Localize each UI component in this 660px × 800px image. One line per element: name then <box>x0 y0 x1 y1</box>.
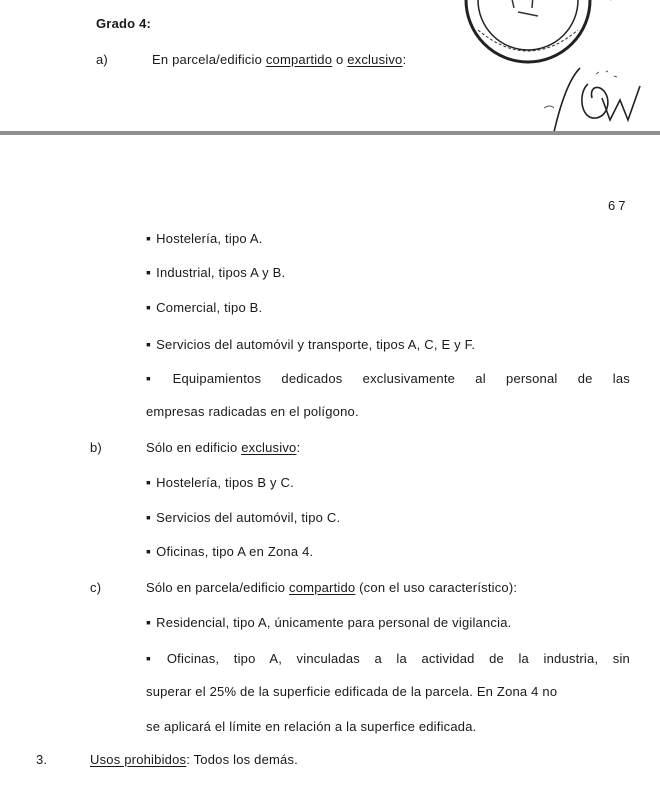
list-item: ▪ Oficinas, tipo A en Zona 4. <box>146 543 313 559</box>
list-item: ▪ Comercial, tipo B. <box>146 299 262 315</box>
item-3-text: Usos prohibidos: Todos los demás. <box>90 752 298 767</box>
grado-heading: Grado 4: <box>96 16 152 31</box>
list-item: ▪ Servicios del automóvil y transporte, tipos A, C, E y F. <box>146 336 475 352</box>
item-a-marker: a) <box>96 52 108 67</box>
item-c-marker: c) <box>90 580 102 595</box>
item-b-marker: b) <box>90 440 102 455</box>
item-a-text: En parcela/edificio compartido o exclusivo: <box>152 52 407 67</box>
list-item: ▪ Oficinas, tipo A, vinculadas a la actividad de la industria, sin <box>146 650 630 666</box>
list-item: ▪ Hostelería, tipo A. <box>146 230 263 246</box>
list-item: ▪ Hostelería, tipos B y C. <box>146 474 294 490</box>
list-item: ▪ Equipamientos dedicados exclusivamente al personal de las <box>146 370 630 386</box>
list-item: ▪ Residencial, tipo A, únicamente para personal de vigilancia. <box>146 614 511 630</box>
handwritten-signature <box>540 58 660 138</box>
list-item: ▪ Industrial, tipos A y B. <box>146 264 285 280</box>
list-item-continuation: se aplicará el límite en relación a la superfice edificada. <box>146 719 477 734</box>
item-3-number: 3. <box>36 752 48 767</box>
item-c-text: Sólo en parcela/edificio compartido (con el uso característico): <box>146 580 518 595</box>
page-number: 67 <box>608 198 629 213</box>
item-b-text: Sólo en edificio exclusivo: <box>146 440 301 455</box>
list-item: ▪ Servicios del automóvil, tipo C. <box>146 509 340 525</box>
page-divider <box>0 131 660 135</box>
list-item-continuation: empresas radicadas en el polígono. <box>146 404 359 419</box>
list-item-continuation: superar el 25% de la superficie edificada de la parcela. En Zona 4 no <box>146 684 558 699</box>
